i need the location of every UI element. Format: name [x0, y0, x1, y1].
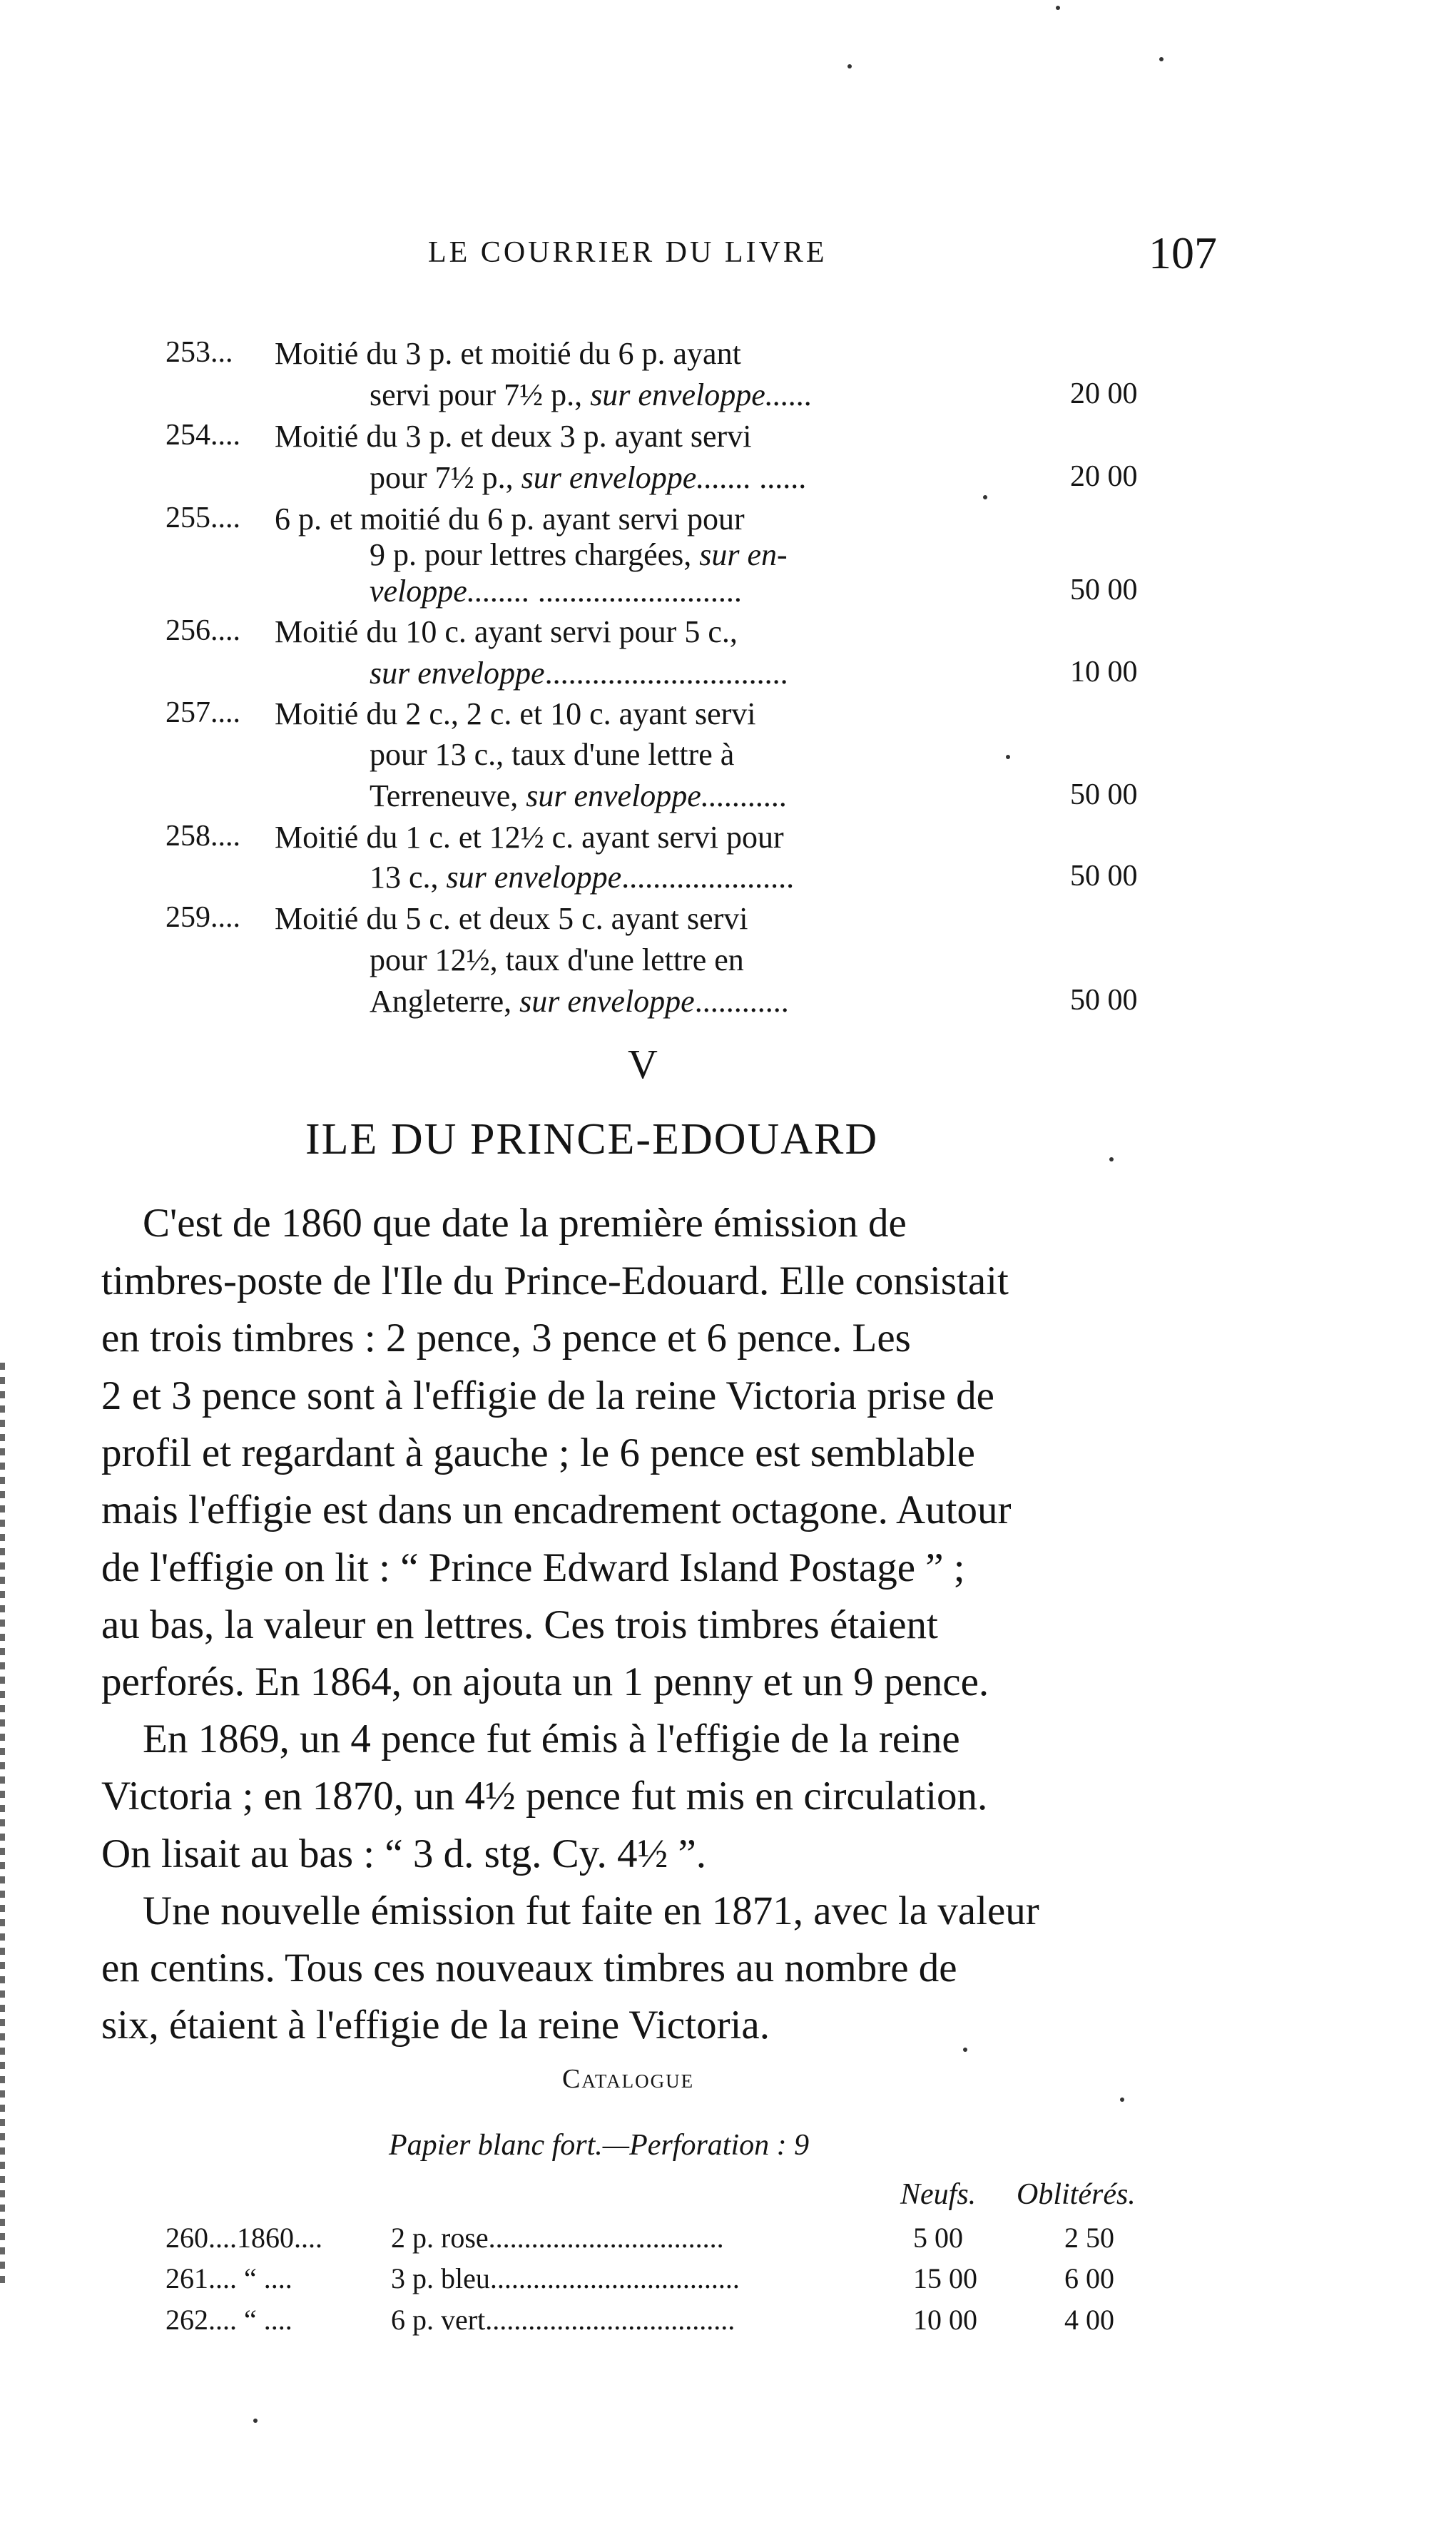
- column-header-neufs: Neufs.: [900, 2178, 977, 2211]
- print-speck: [1006, 755, 1010, 759]
- entry-text-segment: Moitié du 2 c., 2 c. et 10 c. ayant servi: [275, 696, 756, 731]
- print-speck: [1109, 1157, 1114, 1161]
- catalogue-number: 260....1860....: [166, 2222, 322, 2254]
- running-header: LE COURRIER DU LIVRE: [428, 236, 828, 269]
- paragraph-line: C'est de 1860 que date la première émission de: [143, 1201, 907, 1246]
- paragraph-line: On lisait au bas : “ 3 d. stg. Cy. 4½ ”.: [101, 1831, 707, 1876]
- paragraph-line: de l'effigie on lit : “ Prince Edward Island Postage ” ;: [101, 1545, 965, 1590]
- entry-number: 257....: [166, 696, 240, 729]
- catalogue-description: 3 p. bleu...................................: [391, 2262, 740, 2294]
- entry-italic-segment: veloppe........: [370, 574, 530, 609]
- catalogue-number: 261.... “ ....: [166, 2262, 292, 2294]
- entry-text-segment: Angleterre,: [370, 984, 520, 1019]
- entry-price: 50 00: [1070, 574, 1138, 606]
- entry-text-segment: Moitié du 3 p. et deux 3 p. ayant servi: [275, 419, 752, 454]
- paragraph-line: six, étaient à l'effigie de la reine Victoria.: [101, 2003, 770, 2048]
- entry-text-segment: Moitié du 5 c. et deux 5 c. ayant servi: [275, 901, 748, 936]
- entry-text-line: [275, 418, 751, 454]
- entry-text-segment: ...............................: [544, 656, 788, 691]
- catalogue-description: 2 p. rose.................................: [391, 2222, 724, 2254]
- entry-italic-segment: sur enveloppe.......: [521, 460, 752, 495]
- entry-number: 259....: [166, 901, 240, 934]
- paragraph-line: timbres-poste de l'Ile du Prince-Edouard. Elle consistait: [101, 1259, 1009, 1303]
- entry-text-line: [275, 900, 748, 937]
- paragraph-line: En 1869, un 4 pence fut émis à l'effigie de la reine: [143, 1717, 960, 1761]
- paragraph-line: mais l'effigie est dans un encadrement octagone. Autour: [101, 1488, 1012, 1532]
- entry-text-segment: ......................: [621, 860, 795, 895]
- entry-text-line: [370, 377, 813, 413]
- entry-text-line: [370, 655, 788, 691]
- entry-price: 20 00: [1070, 460, 1138, 493]
- entry-price: 50 00: [1070, 778, 1138, 811]
- entry-text-segment: pour 13 c., taux d'une lettre à: [370, 737, 735, 772]
- entry-text-segment: Moitié du 3 p. et moitié du 6 p. ayant: [275, 336, 741, 371]
- entry-price: 20 00: [1070, 377, 1138, 410]
- catalogue-price-neufs: 10 00: [913, 2304, 977, 2336]
- entry-text-line: [275, 614, 738, 650]
- entry-italic-segment: sur enveloppe......: [590, 377, 813, 412]
- entry-text-line: [370, 859, 794, 895]
- paragraph-line: 2 et 3 pence sont à l'effigie de la reine Victoria prise de: [101, 1373, 994, 1418]
- entry-text-line: [370, 573, 742, 609]
- entry-number: 255....: [166, 502, 240, 534]
- entry-text-segment: pour 7½ p.,: [370, 460, 521, 495]
- catalogue-price-neufs: 15 00: [913, 2262, 977, 2294]
- paragraph-line: Une nouvelle émission fut faite en 1871, avec la valeur: [143, 1888, 1039, 1933]
- catalogue-price-neufs: 5 00: [913, 2222, 963, 2254]
- page-edge-shadow: [0, 1356, 5, 2283]
- catalogue-number: 262.... “ ....: [166, 2304, 292, 2336]
- paragraph-line: profil et regardant à gauche ; le 6 pence est semblable: [101, 1430, 975, 1475]
- print-speck: [253, 2419, 258, 2423]
- entry-text-segment: 6 p. et moitié du 6 p. ayant servi pour: [275, 502, 745, 537]
- entry-text-line: [370, 537, 788, 573]
- entry-italic-segment: sur enveloppe...........: [526, 778, 788, 813]
- paragraph-line: en trois timbres : 2 pence, 3 pence et 6 pence. Les: [101, 1316, 911, 1361]
- paragraph-line: perforés. En 1864, on ajouta un 1 penny et un 9 pence.: [101, 1659, 989, 1704]
- entry-italic-segment: sur enveloppe: [370, 656, 545, 691]
- print-speck: [1159, 57, 1164, 61]
- entry-text-segment: ..........................: [529, 574, 742, 609]
- catalogue-price-obliteres: 4 00: [1064, 2304, 1114, 2336]
- catalogue-price-obliteres: 2 50: [1064, 2222, 1114, 2254]
- entry-text-segment: 9 p. pour lettres chargées,: [370, 537, 700, 572]
- print-speck: [963, 2048, 967, 2052]
- catalogue-title: Catalogue: [562, 2064, 695, 2094]
- entry-italic-segment: sur en-: [699, 537, 788, 572]
- entry-number: 258....: [166, 820, 240, 853]
- catalogue-price-obliteres: 6 00: [1064, 2262, 1114, 2294]
- paragraph-line: Victoria ; en 1870, un 4½ pence fut mis en circulation.: [101, 1774, 988, 1819]
- entry-price: 50 00: [1070, 860, 1138, 893]
- paragraph-line: en centins. Tous ces nouveaux timbres au nombre de: [101, 1946, 957, 1990]
- entry-price: 10 00: [1070, 656, 1138, 688]
- page-number: 107: [1149, 228, 1217, 278]
- entry-number: 254....: [166, 419, 240, 452]
- entry-text-segment: ......: [751, 460, 807, 495]
- entry-italic-segment: sur enveloppe: [519, 984, 695, 1019]
- entry-text-segment: servi pour 7½ p.,: [370, 377, 591, 412]
- paragraph-line: au bas, la valeur en lettres. Ces trois timbres étaient: [101, 1602, 938, 1647]
- entry-text-line: [370, 983, 789, 1020]
- entry-price: 50 00: [1070, 984, 1138, 1017]
- entry-number: 253...: [166, 336, 233, 369]
- entry-text-segment: ............: [694, 984, 789, 1019]
- entry-text-line: [275, 819, 784, 855]
- entry-italic-segment: sur enveloppe: [446, 860, 622, 895]
- entry-text-segment: 13 c.,: [370, 860, 447, 895]
- entry-text-line: [370, 942, 744, 978]
- entry-number: 256....: [166, 614, 240, 647]
- entry-text-segment: Moitié du 10 c. ayant servi pour 5 c.,: [275, 614, 738, 649]
- section-numeral: V: [628, 1041, 658, 1087]
- catalogue-description: 6 p. vert...................................: [391, 2304, 735, 2336]
- section-heading: ILE DU PRINCE-EDOUARD: [305, 1115, 879, 1164]
- entry-text-line: [275, 696, 755, 732]
- entry-text-line: [275, 501, 745, 537]
- entry-text-segment: Moitié du 1 c. et 12½ c. ayant servi pour: [275, 820, 784, 855]
- catalogue-subtitle: Papier blanc fort.—Perforation : 9: [389, 2129, 810, 2162]
- entry-text-line: [275, 335, 741, 372]
- print-speck: [983, 495, 987, 499]
- column-header-obliteres: Oblitérés.: [1017, 2178, 1136, 2211]
- print-speck: [1056, 6, 1060, 10]
- entry-text-line: [370, 459, 806, 496]
- print-speck: [1120, 2098, 1124, 2102]
- entry-text-segment: pour 12½, taux d'une lettre en: [370, 942, 744, 977]
- entry-text-line: [370, 778, 788, 814]
- entry-text-line: [370, 736, 734, 773]
- entry-text-segment: Terreneuve,: [370, 778, 526, 813]
- print-speck: [847, 64, 852, 68]
